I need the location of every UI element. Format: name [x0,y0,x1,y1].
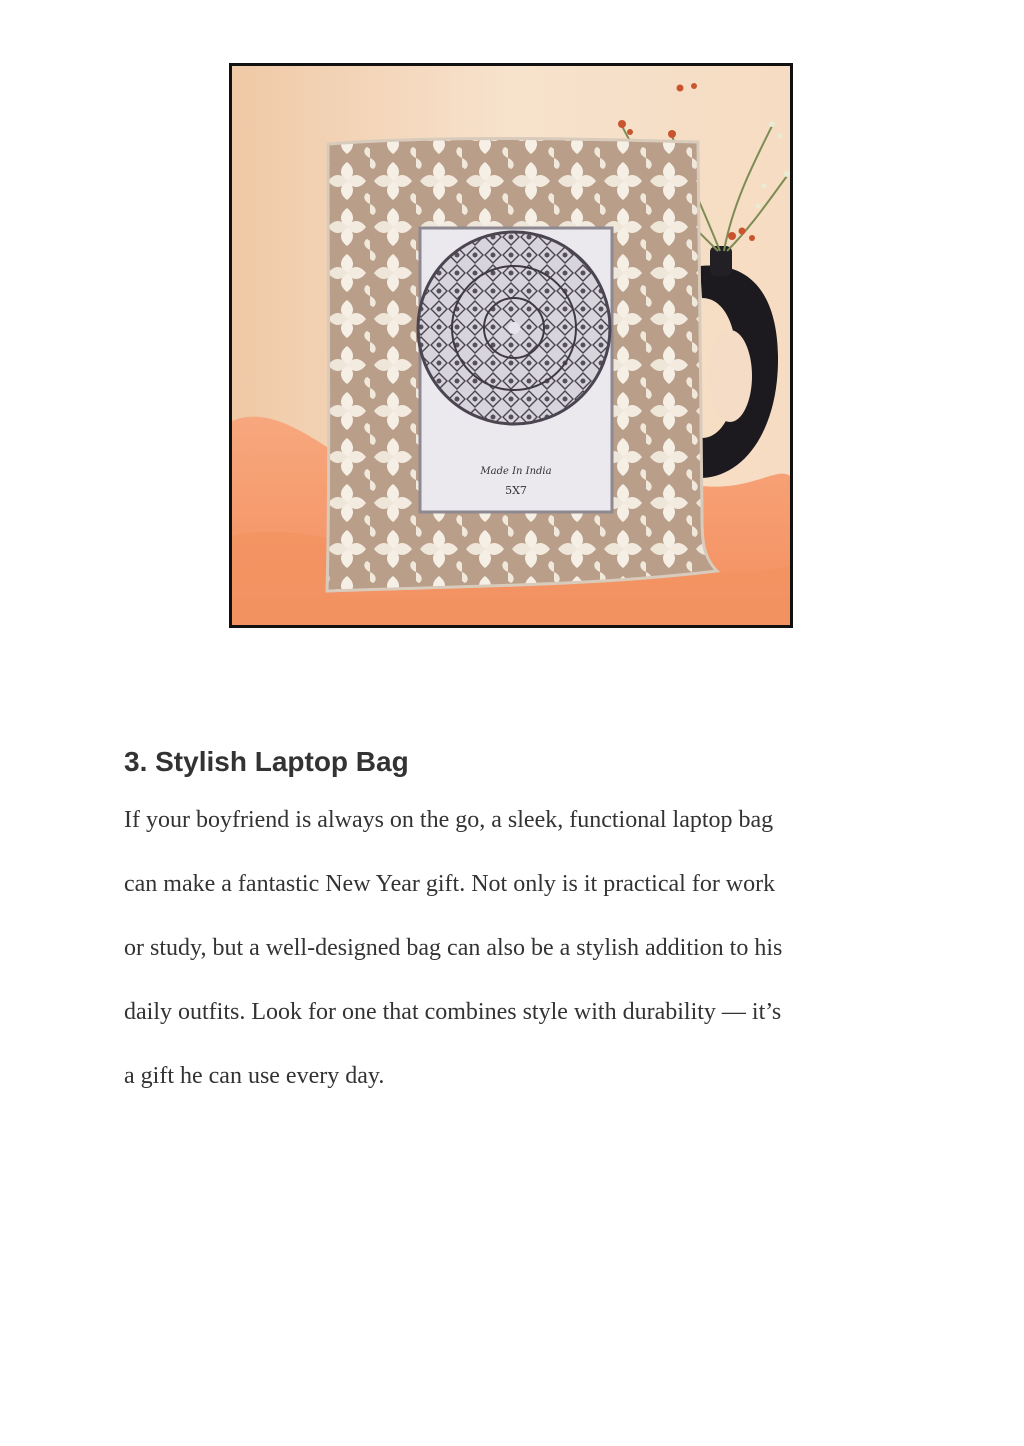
paragraph-line: daily outfits. Look for one that combines style with durability — it’s [124,999,782,1025]
paragraph-line: or study, but a well-designed bag can also be a stylish addition to his [124,935,783,961]
product-photo [229,63,793,628]
paragraph-line: a gift he can use every day. [124,1063,385,1089]
paragraph-line: can make a fantastic New Year gift. Not only is it practical for work [124,871,776,897]
frame-size-label: 5X7 [505,484,527,497]
article-paragraph [124,796,924,1116]
photo-frame-illustration [232,66,790,625]
frame-card-caption: Made In India [480,466,552,477]
section-heading: 3. Stylish Laptop Bag [124,746,409,777]
paragraph-line: If your boyfriend is always on the go, a sleek, functional laptop bag [124,807,774,833]
